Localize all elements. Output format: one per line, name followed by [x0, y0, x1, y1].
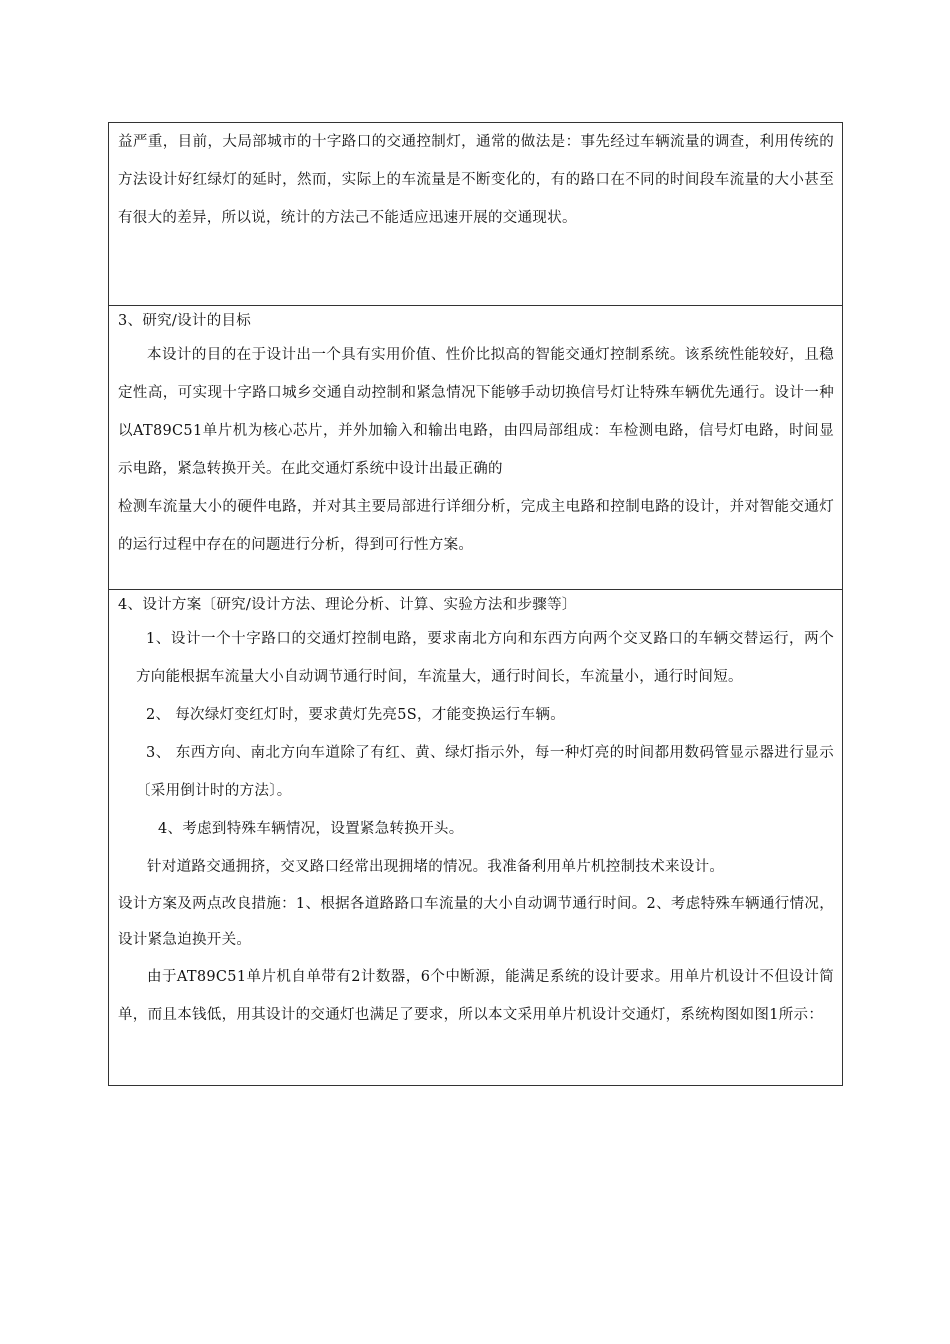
plan-heading: 4、设计方案〔研究/设计方法、理论分析、计算、实验方法和步骤等〕 [118, 597, 577, 613]
proposal-table [108, 122, 843, 1086]
plan-item-4: 4、考虑到特殊车辆情况，设置紧急转换开头。 [158, 821, 464, 837]
plan-item-2: 2、 每次绿灯变红灯时，要求黄灯先亮5S，才能变换运行车辆。 [146, 707, 565, 723]
goals-paragraph-1: 本设计的目的在于设计出一个具有实用价值、性价比拟高的智能交通灯控制系统。该系统性能较好，且稳定性高，可实现十字路口城乡交通自动控制和紧急情况下能够手动切换信号灯让特殊车辆优先通行。设计一种以AT89C51单片机为核心芯片，并外加输入和输出电路，由四局部组成：车检测电路，信号灯电路，时间显示电路，紧急转换开关。在此交通灯系统中设计出最正确的 [118, 347, 834, 477]
plan-section [109, 590, 842, 1085]
plan-paragraph-1: 针对道路交通拥挤，交叉路口经常出现拥堵的情况。我准备利用单片机控制技术来设计。 [147, 859, 725, 875]
background-section-continued [109, 123, 842, 306]
plan-item-1: 1、设计一个十字路口的交通灯控制电路，要求南北方向和东西方向两个交叉路口的车辆交替运行，两个方向能根据车流量大小自动调节通行时间，车流量大，通行时间长，车流量小，通行时间短。 [136, 631, 834, 685]
goals-heading: 3、研究/设计的目标 [118, 313, 252, 329]
background-paragraph: 益严重，目前，大局部城市的十字路口的交通控制灯，通常的做法是：事先经过车辆流量的调查，利用传统的方法设计好红绿灯的延时，然而，实际上的车流量是不断变化的，有的路口在不同的时间段车流量的大小甚至有很大的差异，所以说，统计的方法己不能适应迅速开展的交通现状。 [118, 134, 834, 226]
plan-paragraph-2: 设计方案及两点改良措施：1、根据各道路路口车流量的大小自动调节通行时间。2、考虑特殊车辆通行情况，设计紧急迫换开关。 [118, 896, 834, 948]
plan-paragraph-3: 由于AT89C51单片机自单带有2计数器，6个中断源，能满足系统的设计要求。用单片机设计不但设计简单，而且本钱低，用其设计的交通灯也满足了要求，所以本文采用单片机设计交通灯，系统构图如图1所示： [118, 969, 834, 1023]
goals-section [109, 306, 842, 590]
goals-paragraph-2: 检测车流量大小的硬件电路，并对其主要局部进行详细分析，完成主电路和控制电路的设计，并对智能交通灯的运行过程中存在的问题进行分析，得到可行性方案。 [118, 499, 834, 553]
plan-item-3: 3、 东西方向、南北方向车道除了有红、黄、绿灯指示外，每一种灯亮的时间都用数码管显示器进行显示〔采用倒计时的方法〕。 [136, 745, 834, 799]
